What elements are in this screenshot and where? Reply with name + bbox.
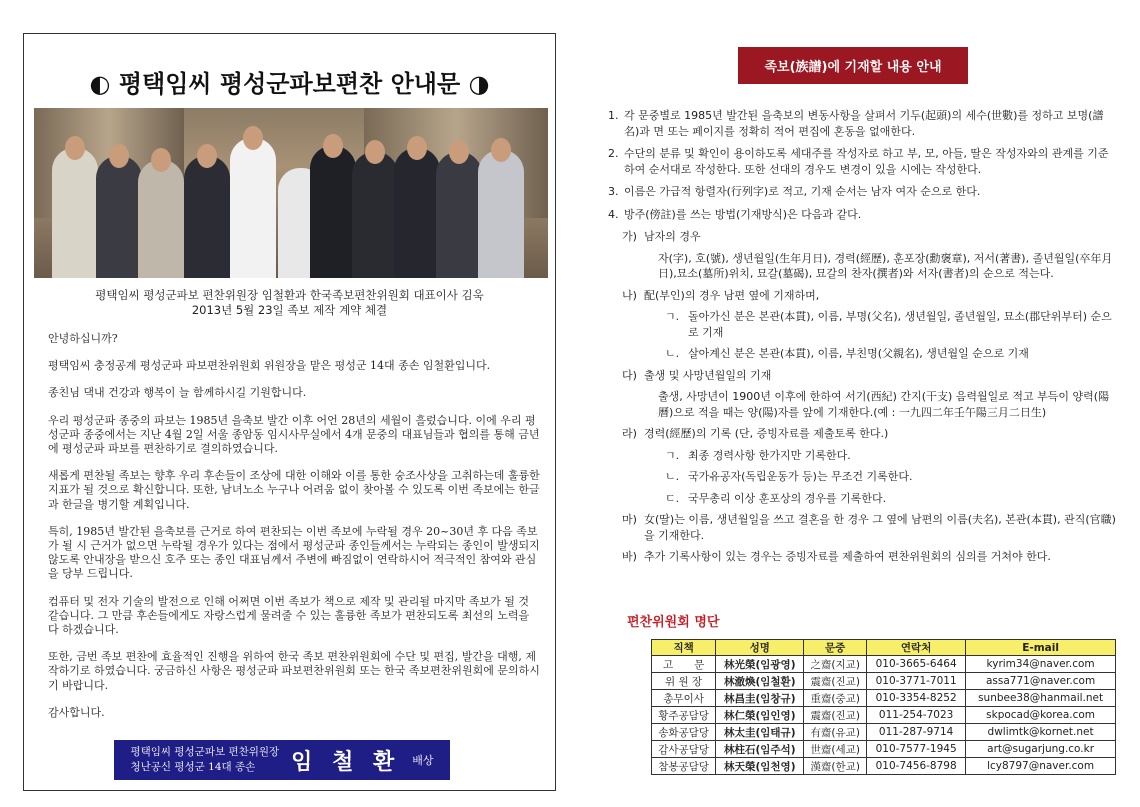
cell-branch: 之齋(지교) xyxy=(804,656,867,673)
cell-position: 위 원 장 xyxy=(652,673,716,690)
cell-name: 林澈煥(임철환) xyxy=(716,673,804,690)
sub-sub-label: ㄱ. xyxy=(665,310,680,323)
guide-sub-na xyxy=(608,288,1118,304)
cell-name: 林昌圭(임창규) xyxy=(716,690,804,707)
letter-paragraph: 안녕하십니까? xyxy=(48,332,118,345)
letter-paragraph: 우리 평성군파 종중의 파보는 1985년 을축보 발간 이후 어언 28년의 세월이 흘렀습니다. 이에 우리 평성군파 종중에서는 지난 4월 2일 서울 종암동 임시사무실에서 4개 문중의 대표님들과 협의를 통해 금년에 평성군파 파보를 편찬하기로 결의하였습니다. xyxy=(48,413,540,456)
column-header: E-mail xyxy=(966,640,1116,656)
letter-paragraph: 컴퓨터 및 전자 기술의 발전으로 인해 어쩌면 이번 족보가 책으로 제작 및 관리될 마지막 족보가 될 것 같습니다. 그 만큼 후손들에게도 자랑스럽게 물려줄 수 있는 훌륭한 족보가 편찬되도록 최선의 노력을 다 하겠습니다. xyxy=(48,594,530,637)
sub-sub-item xyxy=(608,448,1118,464)
cell-branch: 漢齋(한교) xyxy=(804,758,867,775)
sub-sub-item xyxy=(608,491,1118,507)
table-row xyxy=(652,673,1116,690)
cell-phone: 010-7456-8798 xyxy=(867,758,966,775)
cell-phone: 010-7577-1945 xyxy=(867,741,966,758)
cell-branch: 世齋(세교) xyxy=(804,741,867,758)
cell-email: lcy8797@naver.com xyxy=(966,758,1116,775)
guide-item-text: 수단의 분류 및 확인이 용이하도록 세대주를 작성자로 하고 부, 모, 아들, 딸은 작성자와의 관계를 기준하여 순서대로 작성한다. 또한 선대의 경우도 변경이 있을 시에는 작성한다. xyxy=(624,147,1109,176)
cell-name: 林太圭(임태규) xyxy=(716,724,804,741)
sub-sub-text: 돌아가신 분은 본관(本貫), 이름, 부명(父名), 생년월일, 졸년월일, 묘소(郡단위부터) 순으로 기재 xyxy=(688,310,1112,339)
cell-name: 林天榮(임천영) xyxy=(716,758,804,775)
cell-position: 고 문 xyxy=(652,656,716,673)
caption-line-1: 평택임씨 평성군파보 편찬위원장 임철환과 한국족보편찬위원회 대표이사 김욱 xyxy=(95,288,484,302)
guide-item-text: 방주(傍註)를 쓰는 방법(기재방식)은 다음과 같다. xyxy=(624,207,862,221)
signature-titles xyxy=(130,745,279,775)
cell-position: 총무이사 xyxy=(652,690,716,707)
sub-label: 마) xyxy=(622,513,637,526)
signature-line-2: 청난공신 평성군 14대 종손 xyxy=(130,761,256,773)
guide-sub-ba xyxy=(608,549,1118,565)
letter-paragraph: 새롭게 편찬될 족보는 향후 우리 후손들이 조상에 대한 이해와 이를 통한 숭조사상을 고취하는데 훌륭한 지표가 될 것으로 확신합니다. 또한, 남녀노소 누구나 어려움 없이 찾아볼 수 있도록 이번 족보에는 한글과 한글을 병기할 계획입니다. xyxy=(48,469,540,511)
table-row xyxy=(652,724,1116,741)
sub-label: 가) xyxy=(622,230,637,243)
cell-phone: 011-254-7023 xyxy=(867,707,966,724)
guide-item-text: 각 문중별로 1985년 발간된 을축보의 변동사항을 살펴서 기두(起頭)의 세수(世數)를 정하고 보명(譜名)과 면 또는 페이지를 정확히 적어 편집에 혼동을 없애한다. xyxy=(624,109,1104,138)
cell-position: 송화공담당 xyxy=(652,724,716,741)
guide-item xyxy=(608,108,1118,139)
photo-caption xyxy=(24,288,555,318)
sub-sub-label: ㄱ. xyxy=(665,448,680,462)
sub-sub-item xyxy=(608,309,1118,340)
guide-header: 족보(族譜)에 기재할 내용 안내 xyxy=(738,47,968,84)
cell-name: 林柱石(임주석) xyxy=(716,741,804,758)
table-row xyxy=(652,741,1116,758)
cell-email: art@sugarjung.co.kr xyxy=(966,741,1116,758)
sub-title: 추가 기록사항이 있는 경우는 증빙자료를 제출하여 편찬위원회의 심의를 거쳐야 한다. xyxy=(644,550,1051,563)
cell-branch: 震齋(진교) xyxy=(804,707,867,724)
cell-email: assa771@naver.com xyxy=(966,673,1116,690)
committee-title: 편찬위원회 명단 xyxy=(627,615,720,630)
column-header: 연락처 xyxy=(867,640,966,656)
guide-item-number: 1. xyxy=(608,109,619,122)
letter-paragraph: 감사합니다. xyxy=(48,705,105,719)
sub-sub-text: 최종 경력사항 한가지만 기록한다. xyxy=(688,448,851,462)
guide-item-text: 이름은 가급적 항렬자(行列字)로 적고, 기재 순서는 남자 여자 순으로 한다. xyxy=(624,185,981,198)
guide-sub-ra xyxy=(608,426,1118,442)
cell-phone: 010-3354-8252 xyxy=(867,690,966,707)
sub-title: 출생 및 사망년월일의 기재 xyxy=(644,368,772,382)
table-header-row xyxy=(652,640,1116,656)
signature-suffix: 배상 xyxy=(412,754,434,767)
letter-paragraph: 평택임씨 충정공계 평성군파 파보편찬위원회 위원장을 맡은 평성군 14대 종손 임철환입니다. xyxy=(48,359,491,373)
guide-item-number: 4. xyxy=(608,207,619,221)
sub-sub-item xyxy=(608,346,1118,362)
sub-label: 다) xyxy=(622,368,637,382)
sub-text: 출생, 사망년이 1900년 이후에 한하여 서기(西紀) 간지(干支) 음력월일로 적고 부득이 양력(陽曆)으로 적을 때는 양(陽)자를 앞에 기재한다.(예 : 一九四二年壬午陽三月二日生) xyxy=(658,390,1110,419)
signature-name: 임 철 환 xyxy=(291,748,401,775)
signature-box xyxy=(114,740,450,780)
sub-title: 配(부인)의 경우 남편 옆에 기재하며, xyxy=(644,288,820,302)
sub-label: 바) xyxy=(622,550,637,563)
notice-title: ◐ 평택임씨 평성군파보편찬 안내문 ◑ xyxy=(89,69,490,98)
sub-sub-text: 살아계신 분은 본관(本貫), 이름, 부친명(父親名), 생년월일 순으로 기재 xyxy=(688,347,1029,360)
sub-sub-item xyxy=(608,469,1118,485)
sub-sub-text: 국무총리 이상 훈포상의 경우를 기록한다. xyxy=(688,491,887,505)
cell-email: kyrim34@naver.com xyxy=(966,656,1116,673)
guide-sub-da xyxy=(608,368,1118,384)
guide-item-number: 3. xyxy=(608,185,619,198)
sub-sub-text: 국가유공자(독립운동가 등)는 무조건 기록한다. xyxy=(688,470,913,483)
cell-name: 林仁榮(임인영) xyxy=(716,707,804,724)
table-row xyxy=(652,707,1116,724)
cell-name: 林光榮(임광영) xyxy=(716,656,804,673)
column-header: 성명 xyxy=(716,640,804,656)
sub-sub-label: ㄴ. xyxy=(665,470,680,483)
contract-signing-photo xyxy=(34,108,548,278)
sub-title: 경력(經歷)의 기록 (단, 증빙자료를 제출토록 한다.) xyxy=(644,427,889,440)
caption-line-2: 2013년 5월 23일 족보 제작 계약 체결 xyxy=(191,303,388,317)
signature-line-1: 평택임씨 평성군파보 편찬위원장 xyxy=(130,746,280,758)
committee-table xyxy=(651,639,1116,775)
cell-email: dwlimtk@kornet.net xyxy=(966,724,1116,741)
cell-phone: 011-287-9714 xyxy=(867,724,966,741)
cell-email: skpocad@korea.com xyxy=(966,707,1116,724)
table-row xyxy=(652,656,1116,673)
guide-item xyxy=(608,207,1118,223)
letter-paragraph: 또한, 금번 족보 편찬에 효율적인 진행을 위하여 한국 족보 편찬위원회에 수단 및 편집, 발간을 대행, 제작하기로 하였습니다. 궁금하신 사항은 평성군파 파보편찬위원회 또는 한국 족보편찬위원회에 문의하시기 바랍니다. xyxy=(48,650,540,692)
guide-sub-ga xyxy=(608,229,1118,245)
cell-phone: 010-3665-6464 xyxy=(867,656,966,673)
cell-position: 황주공담당 xyxy=(652,707,716,724)
guide-item-number: 2. xyxy=(608,147,619,160)
column-header: 문중 xyxy=(804,640,867,656)
cell-email: sunbee38@hanmail.net xyxy=(966,690,1116,707)
table-row xyxy=(652,690,1116,707)
cell-position: 감사공담당 xyxy=(652,741,716,758)
sub-text: 자(字), 호(號), 생년월일(生年月日), 경력(經歷), 훈포장(勳褒章), 저서(著書), 졸년월일(卒年月日),묘소(墓所)위치, 묘갈(墓碣), 묘갈의 찬자(撰者)와 서자(書者)의 순으로 적는다. xyxy=(658,251,1113,280)
letter-paragraph: 특히, 1985년 발간된 을축보를 근거로 하여 편찬되는 이번 족보에 누락될 경우 20~30년 후 다음 족보가 될 시 근거가 없으면 누락될 경우가 있다는 점에서 평성군파 종인들께서는 누락되는 종인이 발생되지 않도록 안내장을 받으신 호주 또는 종인 대표님께서 주변에 빠짐없이 연락하시어 적극적인 참여와 관심을 당부 드립니다. xyxy=(48,524,540,581)
cell-branch: 有齋(유교) xyxy=(804,724,867,741)
guide-body xyxy=(608,108,1118,571)
sub-title: 남자의 경우 xyxy=(644,230,701,243)
guide-item xyxy=(608,184,1118,200)
notice-letter xyxy=(48,332,542,733)
notice-panel xyxy=(23,33,556,791)
cell-phone: 010-3771-7011 xyxy=(867,673,966,690)
cell-branch: 重齋(중교) xyxy=(804,690,867,707)
guide-sub-ma xyxy=(608,512,1118,543)
sub-title: 女(딸)는 이름, 생년월일을 쓰고 결혼을 한 경우 그 옆에 남편의 이름(夫名), 본관(本貫), 관직(官職)을 기재한다. xyxy=(644,513,1116,542)
cell-position: 참봉공담당 xyxy=(652,758,716,775)
sub-label: 라) xyxy=(622,427,637,440)
cell-branch: 震齋(진교) xyxy=(804,673,867,690)
column-header: 직책 xyxy=(652,640,716,656)
sub-label: 나) xyxy=(622,288,637,302)
sub-sub-label: ㄴ. xyxy=(665,347,680,360)
letter-paragraph: 종친님 댁내 건강과 행복이 늘 함께하시길 기원합니다. xyxy=(48,386,307,400)
sub-sub-label: ㄷ. xyxy=(665,491,680,505)
table-row xyxy=(652,758,1116,775)
guide-item xyxy=(608,146,1118,177)
